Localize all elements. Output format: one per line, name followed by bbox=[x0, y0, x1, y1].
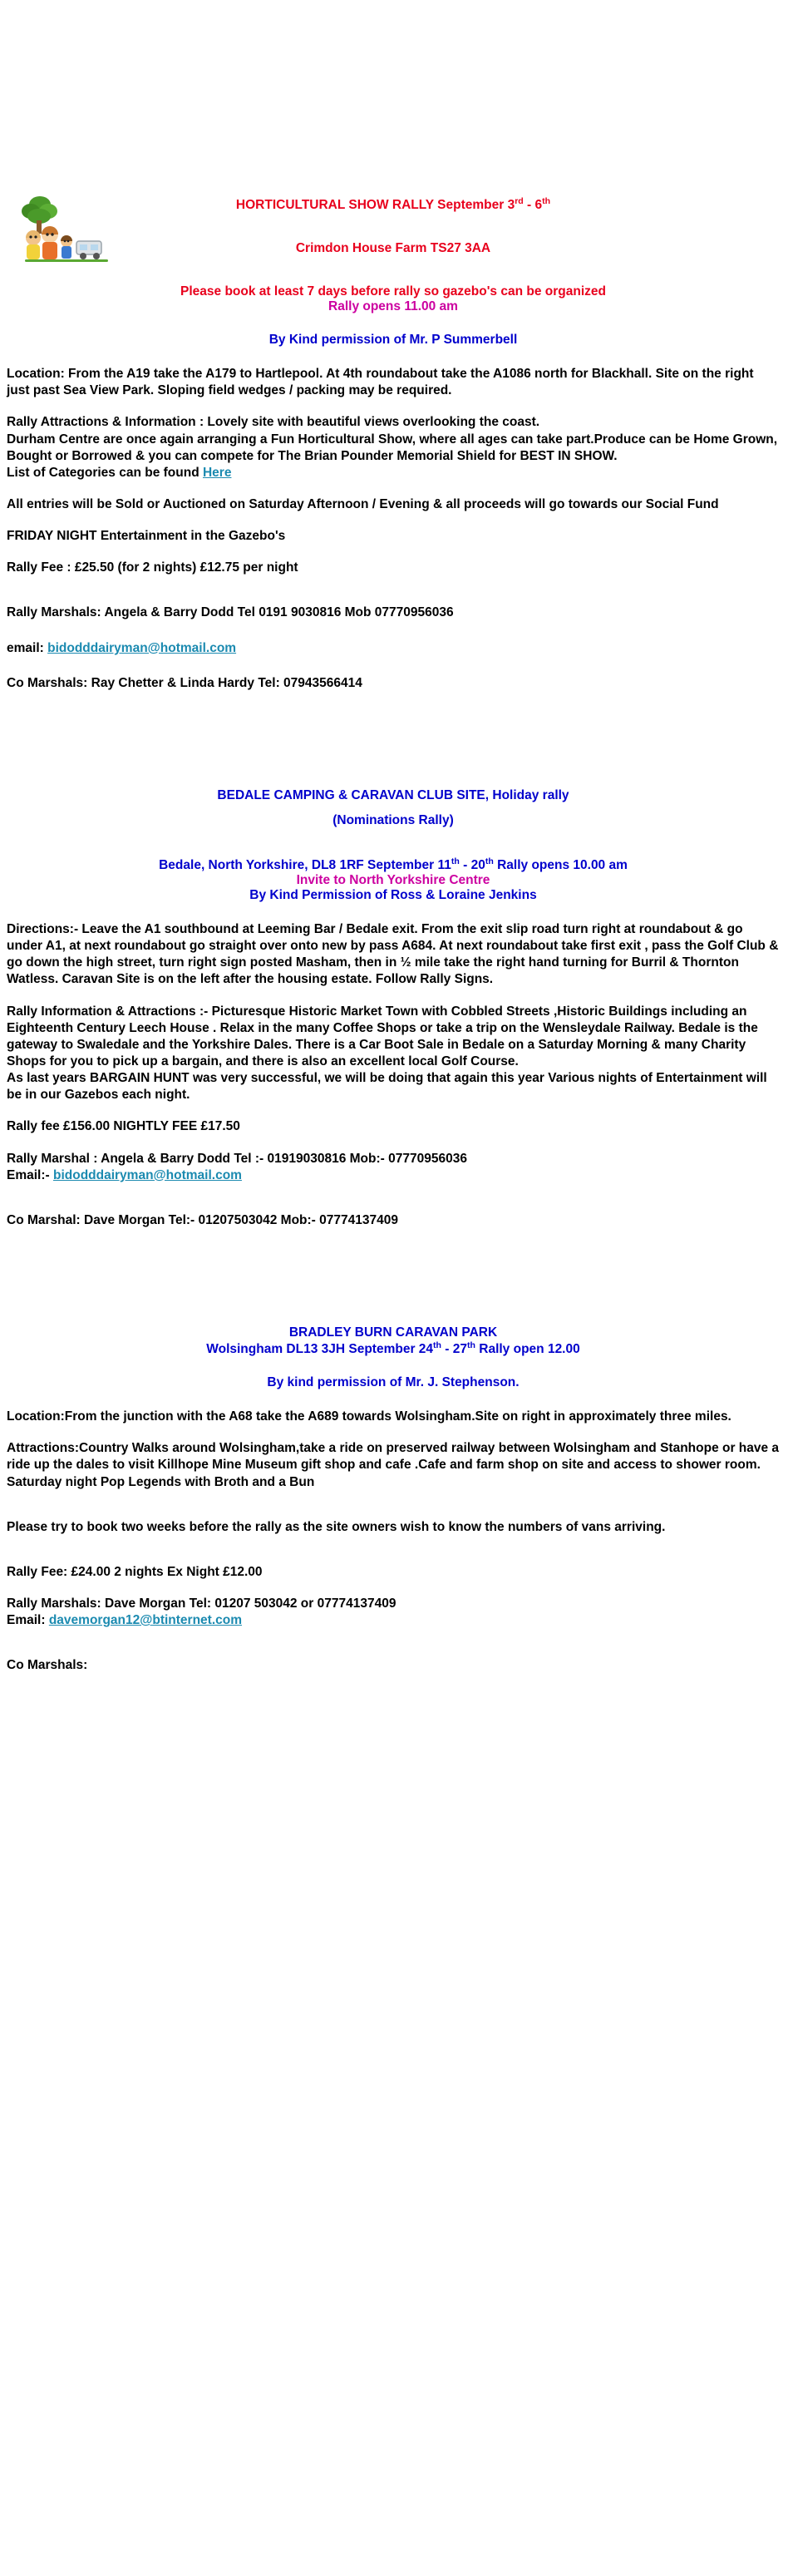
document-body bbox=[7, 196, 780, 1674]
rally2-marshal: Rally Marshal : Angela & Barry Dodd Tel :- 01919030816 Mob:- 07770956036 bbox=[7, 1151, 467, 1166]
rally3-location-end: Rally open 12.00 bbox=[475, 1342, 580, 1357]
rally2-location-line bbox=[7, 856, 780, 873]
rally2-permission: By Kind Permission of Ross & Loraine Jenkins bbox=[249, 888, 537, 902]
rally3-marshals: Rally Marshals: Dave Morgan Tel: 01207 503042 or 07774137409 bbox=[7, 1596, 396, 1611]
categories-link[interactable]: Here bbox=[202, 465, 232, 480]
rally1-categories-text: List of Categories can be found bbox=[7, 465, 203, 480]
rally3-location-line bbox=[7, 1340, 780, 1357]
rally1-booking-note: Please book at least 7 days before rally so gazebo's can be organized bbox=[180, 284, 606, 299]
rally1-opens: Rally opens 11.00 am bbox=[328, 299, 458, 314]
rally1-categories bbox=[7, 465, 780, 481]
rally1-co-marshals: Co Marshals: Ray Chetter & Linda Hardy Tel: 07943566414 bbox=[7, 675, 362, 690]
rally1-title-text: HORTICULTURAL SHOW RALLY September 3 bbox=[235, 198, 515, 213]
rally1-attractions-1: Rally Attractions & Information : Lovely site with beautiful views overlooking the coast. bbox=[7, 415, 540, 430]
rally1-proceeds: All entries will be Sold or Auctioned on Saturday Afternoon / Evening & all proceeds will go towards our Social Fund bbox=[7, 497, 719, 511]
rally1-email bbox=[7, 640, 780, 657]
rally1-friday: FRIDAY NIGHT Entertainment in the Gazebo's bbox=[7, 529, 286, 544]
rally3-location-sup2: th bbox=[467, 1340, 475, 1350]
rally2-location-text: Bedale, North Yorkshire, DL8 1RF September 11 bbox=[159, 858, 451, 872]
rally1-title-sup2: th bbox=[542, 196, 551, 206]
rally2-co-marshal: Co Marshal: Dave Morgan Tel:- 01207503042 Mob:- 07774137409 bbox=[7, 1212, 398, 1227]
rally3-email bbox=[7, 1612, 780, 1629]
rally3-location-sup: th bbox=[433, 1340, 441, 1350]
rally2-info: Rally Information & Attractions :- Picturesque Historic Market Town with Cobbled Streets ,Historic Buildings including an Eighteenth Century Leech House . Relax in the many Coffee Shops or take a trip on the Wensleydale Railway. Bedale is the gateway to Swaledale and the Yorkshire Dales. There is a Car Boot Sale in Bedale on a Saturday Morning & many Charity Shops for you to pick up a bargain, and there is also an excellent local Golf Course. bbox=[7, 1004, 758, 1068]
rally3-email-label: Email: bbox=[7, 1613, 49, 1628]
rally3-permission: By kind permission of Mr. J. Stephenson. bbox=[267, 1375, 520, 1390]
rally1-location: Location: From the A19 take the A179 to Hartlepool. At 4th roundabout take the A1086 north for Blackhall. Site on the right just past Sea View Park. Sloping field wedges / packing may be required. bbox=[7, 367, 754, 398]
rally1-title-sup: rd bbox=[515, 196, 524, 206]
rally2-location-sup: th bbox=[451, 856, 460, 866]
rally1-email-link[interactable]: bidodddairyman@hotmail.com bbox=[47, 640, 237, 655]
rally2-email bbox=[7, 1167, 780, 1184]
rally3-location: Location:From the junction with the A68 take the A689 towards Wolsingham.Site on right in approximately three miles. bbox=[7, 1409, 731, 1424]
rally2-bargain: As last years BARGAIN HUNT was very successful, we will be doing that again this year Various nights of Entertainment will be in our Gazebos each night. bbox=[7, 1071, 767, 1103]
rally1-attractions-2: Durham Centre are once again arranging a Fun Horticultural Show, where all ages can take part.Produce can be Home Grown, Bought or Borrowed & you can compete for The Brian Pounder Memorial Shield for BEST IN SHOW. bbox=[7, 432, 778, 463]
rally1-venue: Crimdon House Farm TS27 3AA bbox=[295, 241, 491, 256]
rally3-location-text: Wolsingham DL13 3JH September 24 bbox=[206, 1342, 434, 1357]
rally2-directions: Directions:- Leave the A1 southbound at Leeming Bar / Bedale exit. From the exit slip road turn right at roundabout & go under A1, at next roundabout go straight over onto new by pass A684. At next roundabout take first exit , pass the Golf Club & go down the high street, turn right sign posted Masham, then in ½ mile take the right hand turning for Burril & Thornton Watless. Caravan Site is on the left after the housing estate. Follow Rally Signs. bbox=[7, 922, 779, 987]
rally1-title-rest: - 6 bbox=[523, 198, 543, 213]
rally2-location-mid: - 20 bbox=[459, 858, 485, 872]
rally2-email-link[interactable]: bidodddairyman@hotmail.com bbox=[52, 1167, 242, 1182]
rally1-fee: Rally Fee : £25.50 (for 2 nights) £12.75 per night bbox=[7, 560, 298, 575]
rally2-invite: Invite to North Yorkshire Centre bbox=[296, 873, 490, 887]
rally1-permission: By Kind permission of Mr. P Summerbell bbox=[268, 333, 518, 348]
rally2-subtitle: (Nominations Rally) bbox=[332, 812, 454, 827]
rally3-title: BRADLEY BURN CARAVAN PARK bbox=[288, 1325, 498, 1340]
rally1-marshals: Rally Marshals: Angela & Barry Dodd Tel 0191 9030816 Mob 07770956036 bbox=[7, 605, 454, 620]
rally2-location-sup2: th bbox=[485, 856, 494, 866]
rally1-title bbox=[7, 196, 780, 213]
rally2-fee: Rally fee £156.00 NIGHTLY FEE £17.50 bbox=[7, 1119, 240, 1134]
rally3-co-marshals: Co Marshals: bbox=[7, 1658, 88, 1673]
rally3-location-mid: - 27 bbox=[441, 1342, 467, 1357]
rally2-email-label: Email:- bbox=[7, 1167, 53, 1182]
rally3-email-link[interactable]: davemorgan12@btinternet.com bbox=[48, 1613, 242, 1628]
rally2-title: BEDALE CAMPING & CARAVAN CLUB SITE, Holiday rally bbox=[217, 787, 569, 802]
rally2-location-end: Rally opens 10.00 am bbox=[493, 858, 628, 872]
rally3-fee: Rally Fee: £24.00 2 nights Ex Night £12.00 bbox=[7, 1564, 263, 1579]
rally1-email-label: email: bbox=[7, 640, 48, 655]
rally3-booking-note: Please try to book two weeks before the rally as the site owners wish to know the numbers of vans arriving. bbox=[7, 1519, 666, 1534]
rally3-attractions: Attractions:Country Walks around Wolsingham,take a ride on preserved railway between Wolsingham and Stanhope or have a ride up the dales to visit Killhope Mine Museum gift shop and cafe .Cafe and farm shop on site and access to shower room. Saturday night Pop Legends with Broth and a Bun bbox=[7, 1441, 780, 1489]
